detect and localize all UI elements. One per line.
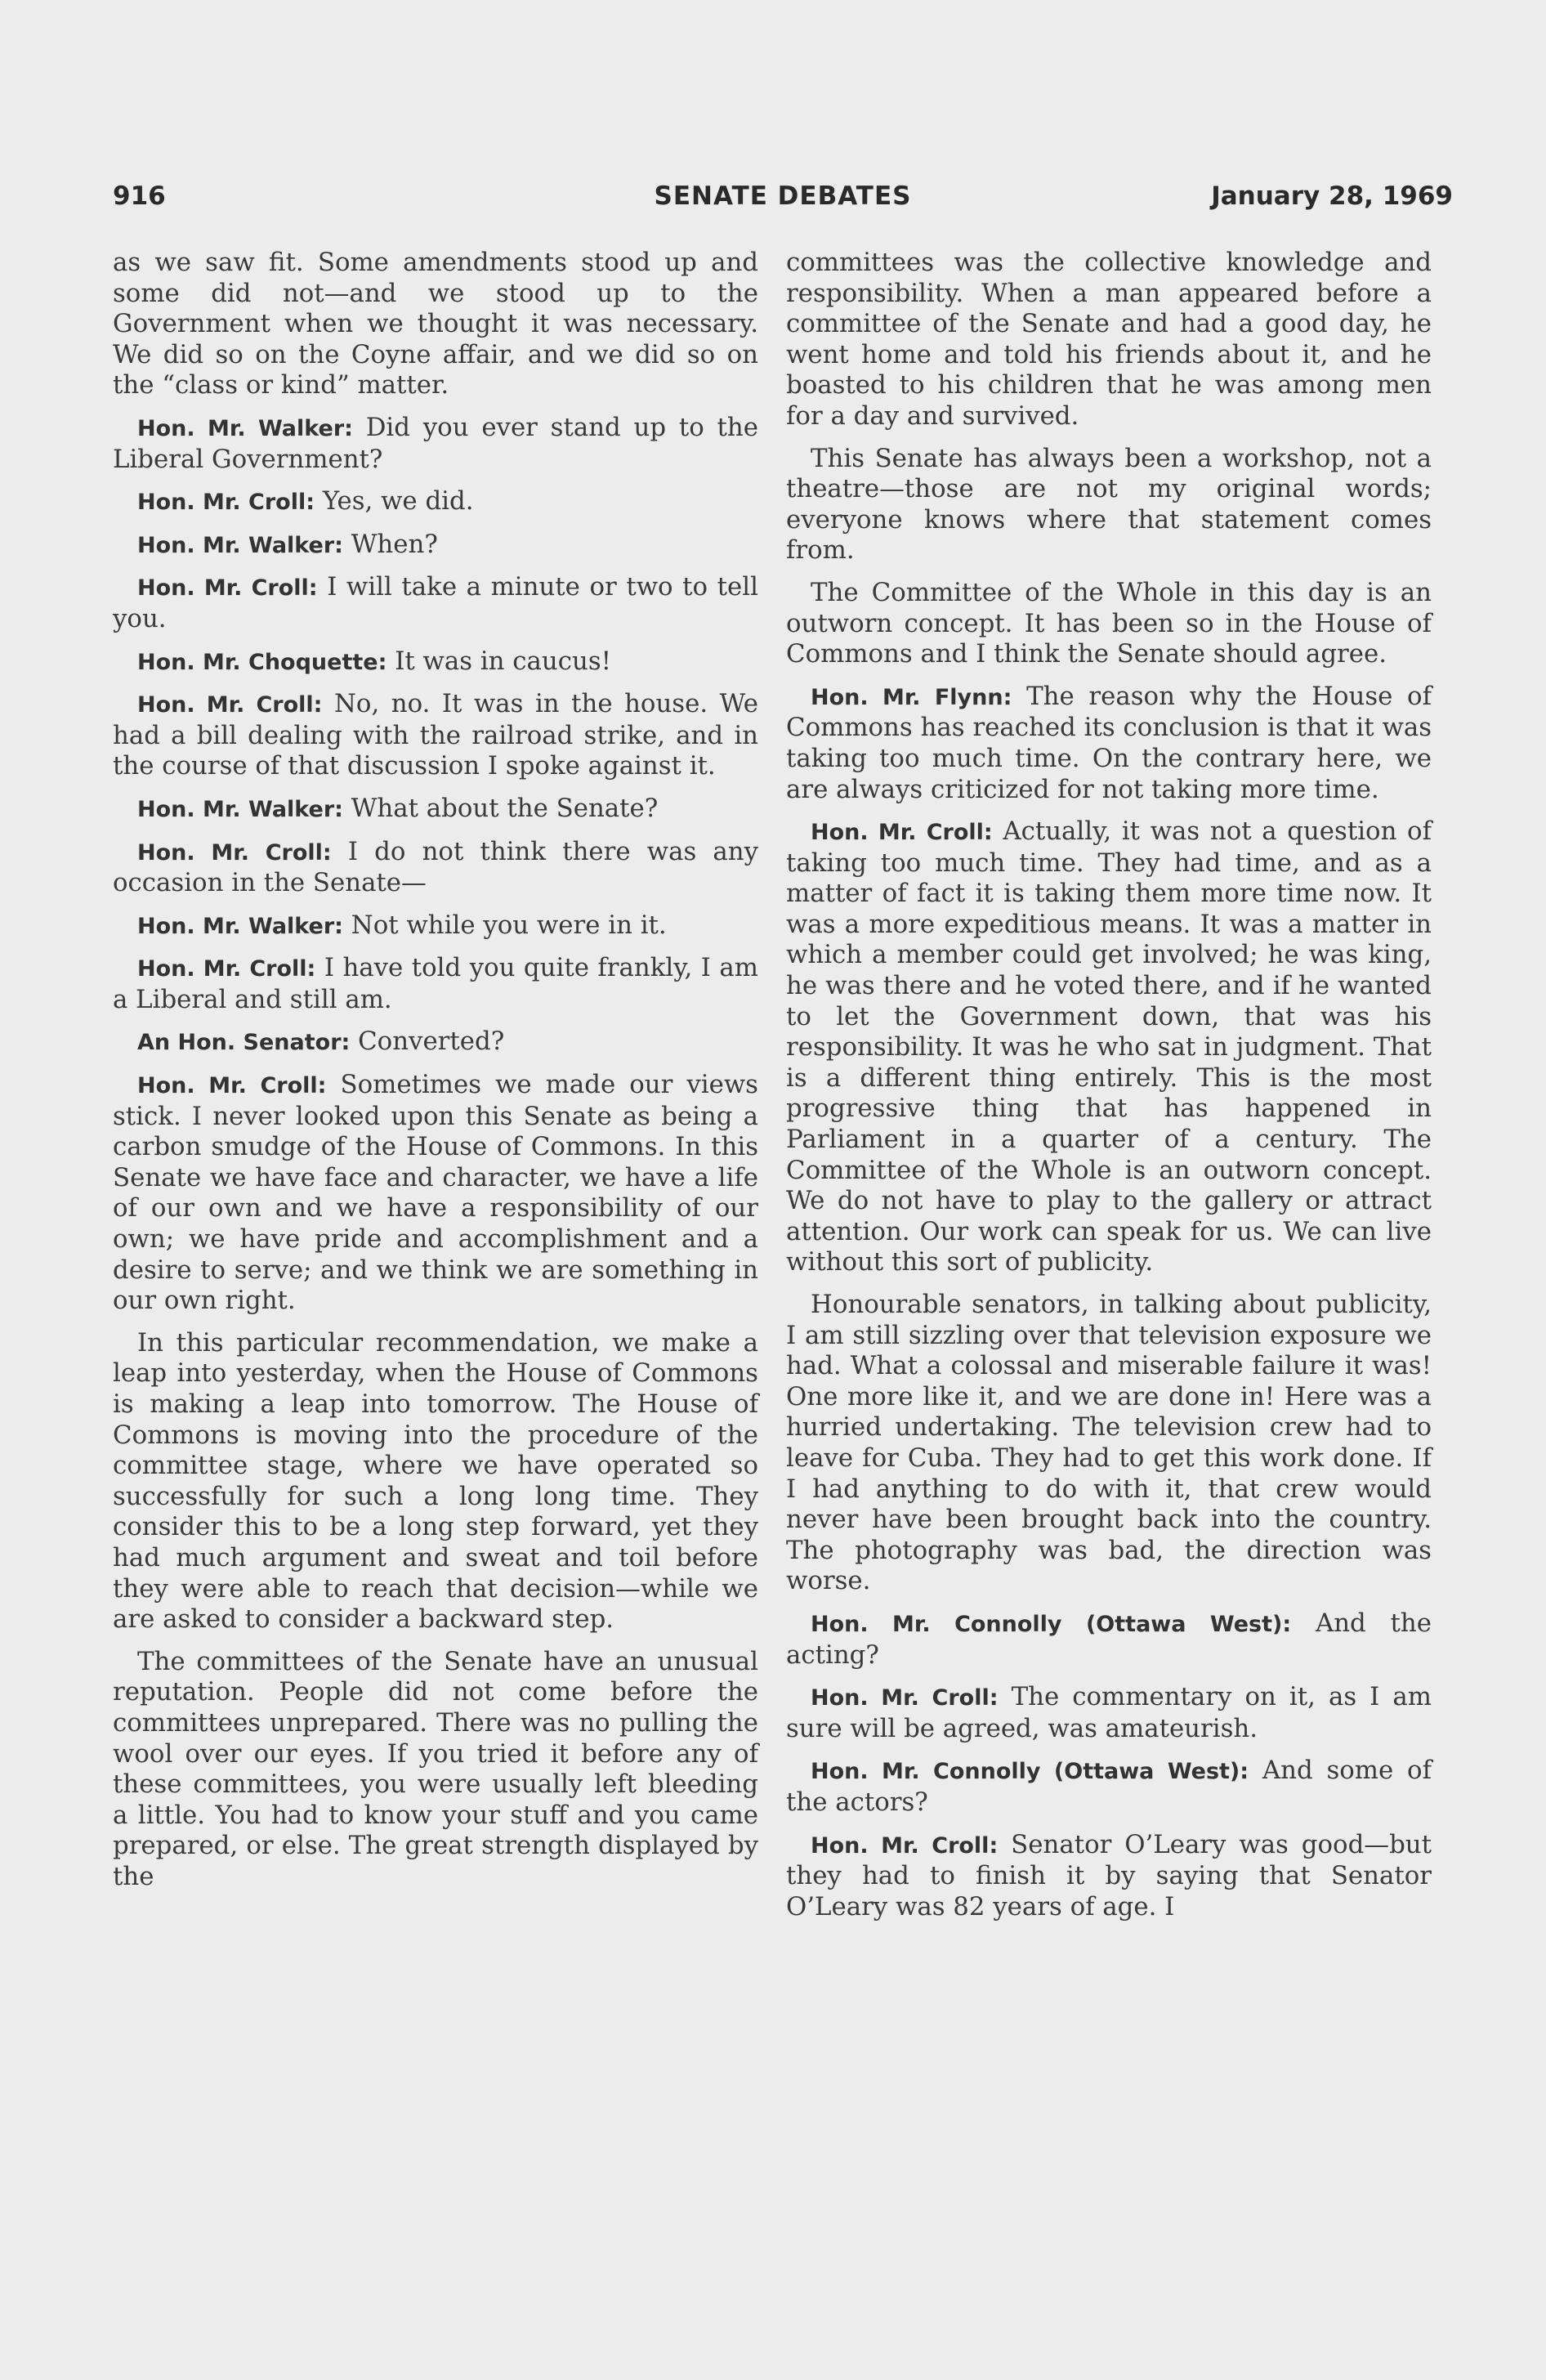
speaker-label: Hon. Mr. Walker:: [137, 532, 343, 558]
paragraph: [786, 248, 1432, 432]
speaker-label: Hon. Mr. Connolly (Ottawa West):: [811, 1611, 1292, 1637]
page-number: 916: [113, 181, 166, 211]
paragraph-text: I do not think there was any occasion in the Senate—: [113, 836, 758, 898]
paragraph-text: Senator O’Leary was good—but they had to finish it by saying that Senator O’Leary was 82 years of age. I: [786, 1829, 1432, 1921]
paragraph: [113, 953, 758, 1015]
paragraph-text: The Committee of the Whole in this day is an outworn concept. It has been so in the House of Commons and I think the Senate should agree.: [786, 577, 1432, 669]
right-column: [786, 248, 1432, 1934]
paragraph: [786, 1608, 1432, 1671]
paragraph-text: The commentary on it, as I am sure will be agreed, was amateurish.: [786, 1682, 1432, 1743]
paragraph-text: When?: [351, 529, 438, 559]
paragraph-text: Honourable senators, in talking about publicity, I am still sizzling over that television exposure we had. What a colossal and miserable failure it was! One more like it, and we are done in! Here was a hurried undertaking. The television crew had to leave for Cuba. They had to get this work done. If I had anything to do with it, that crew would never have been brought back into the country. The photography was bad, the direction was worse.: [786, 1290, 1432, 1596]
paragraph-text: Actually, it was not a question of taking too much time. They had time, and as a matter of fact it is taking them more time now. It was a more expeditious means. It was a matter in which a member could get involved; he was king, he was there and he voted there, and if he wanted to let the Government down, that was his responsibility. It was he who sat in judgment. That is a different thing entirely. This is the most progressive thing that has happened in Parliament in a quarter of a century. The Committee of the Whole is an outworn concept. We do not have to play to the gallery or attract attention. Our work can speak for us. We can live without this sort of publicity.: [786, 816, 1432, 1277]
speaker-label: Hon. Mr. Connolly (Ottawa West):: [811, 1759, 1249, 1785]
paragraph-text: What about the Senate?: [351, 793, 659, 823]
paragraph-text: Sometimes we made our views stick. I never looked upon this Senate as being a carbon smudge of the House of Commons. In this Senate we have face and character, we have a life of our own and we have a responsibility of our own; we have pride and accomplishment and a desire to serve; and we think we are something in our own right.: [113, 1070, 758, 1316]
paragraph: [113, 837, 758, 899]
paragraph: [786, 444, 1432, 566]
speaker-label: Hon. Mr. Croll:: [137, 956, 316, 982]
paragraph-text: This Senate has always been a workshop, not a theatre—those are not my original words; everyone knows where that statement comes from.: [786, 443, 1432, 566]
speaker-label: Hon. Mr. Croll:: [137, 490, 315, 516]
paragraph-text: And some of the actors?: [786, 1756, 1432, 1817]
speaker-label: Hon. Mr. Croll:: [811, 1832, 999, 1859]
paragraph: [113, 1647, 758, 1893]
paragraph: [786, 578, 1432, 670]
paragraph-text: Converted?: [358, 1027, 505, 1057]
paragraph-text: In this particular recommendation, we make a leap into yesterday, when the House of Commons is making a leap into tomorrow. The House of Commons is moving into the procedure of the committee stage, where we have operated so successfully for such a long long time. They consider this to be a long step forward, yet they had much argument and sweat and toil before they were able to reach that decision—while we are asked to consider a backward step.: [113, 1327, 758, 1635]
paragraph: [786, 816, 1432, 1278]
paragraph-text: Did you ever stand up to the Liberal Government?: [113, 412, 758, 474]
paragraph-text: And the acting?: [786, 1608, 1432, 1670]
paragraph: [113, 910, 758, 942]
paragraph-text: Yes, we did.: [322, 486, 474, 517]
paragraph-text: It was in caucus!: [395, 646, 612, 676]
speaker-label: Hon. Mr. Croll:: [811, 820, 993, 846]
speaker-label: Hon. Mr. Croll:: [137, 839, 332, 866]
speaker-label: Hon. Mr. Croll:: [137, 692, 323, 718]
paragraph-text: I will take a minute or two to tell you.: [113, 572, 758, 633]
speaker-label: Hon. Mr. Walker:: [137, 913, 343, 939]
page-header: [113, 181, 1453, 221]
paragraph: [786, 1290, 1432, 1597]
paragraph-text: I have told you quite frankly, I am a Liberal and still am.: [113, 953, 758, 1014]
paragraph: [113, 1328, 758, 1635]
paragraph: [786, 1682, 1432, 1744]
paragraph: [113, 413, 758, 475]
paragraph: [786, 1756, 1432, 1818]
paragraph: [113, 689, 758, 782]
speaker-label: Hon. Mr. Croll:: [137, 1073, 327, 1099]
paragraph: [786, 1830, 1432, 1923]
paragraph-text: No, no. It was in the house. We had a bill dealing with the railroad strike, and in the course of that discussion I spoke against it.: [113, 689, 758, 781]
paragraph-text: as we saw fit. Some amendments stood up and some did not—and we stood up to the Government when we thought it was necessary. We did so on the Coyne affair, and we did so on the “class or kind” matter.: [113, 248, 758, 400]
paragraph: [113, 646, 758, 678]
paragraph: [113, 248, 758, 401]
paragraph: [113, 530, 758, 561]
paragraph: [113, 572, 758, 634]
speaker-label: Hon. Mr. Croll:: [811, 1685, 999, 1711]
left-column: [113, 248, 758, 1904]
speaker-label: Hon. Mr. Choquette:: [137, 649, 387, 675]
speaker-label: An Hon. Senator:: [137, 1030, 351, 1056]
paragraph-text: The reason why the House of Commons has reached its conclusion is that it was taking too much time. On the contrary here, we are always criticized for not taking more time.: [786, 681, 1432, 804]
paragraph: [113, 1027, 758, 1058]
paragraph-text: The committees of the Senate have an unusual reputation. People did not come before the committees unprepared. There was no pulling the wool over our eyes. If you tried it before any of these committees, you were usually left bleeding a little. You had to know your stuff and you came prepared, or else. The great strength displayed by the: [113, 1646, 758, 1891]
publication-date: January 28, 1969: [1211, 181, 1453, 211]
speaker-label: Hon. Mr. Walker:: [137, 796, 343, 822]
paragraph-text: Not while you were in it.: [351, 910, 667, 940]
paragraph: [113, 794, 758, 825]
publication-title: SENATE DEBATES: [654, 181, 912, 211]
paragraph-text: committees was the collective knowledge and responsibility. When a man appeared before a committee of the Senate and had a good day, he went home and told his friends about it, and he boasted to his children that he was among men for a day and survived.: [786, 248, 1432, 431]
speaker-label: Hon. Mr. Walker:: [137, 415, 353, 441]
paragraph: [113, 486, 758, 518]
speaker-label: Hon. Mr. Flynn:: [811, 684, 1012, 710]
paragraph: [113, 1070, 758, 1317]
paragraph: [786, 682, 1432, 805]
speaker-label: Hon. Mr. Croll:: [137, 575, 318, 602]
